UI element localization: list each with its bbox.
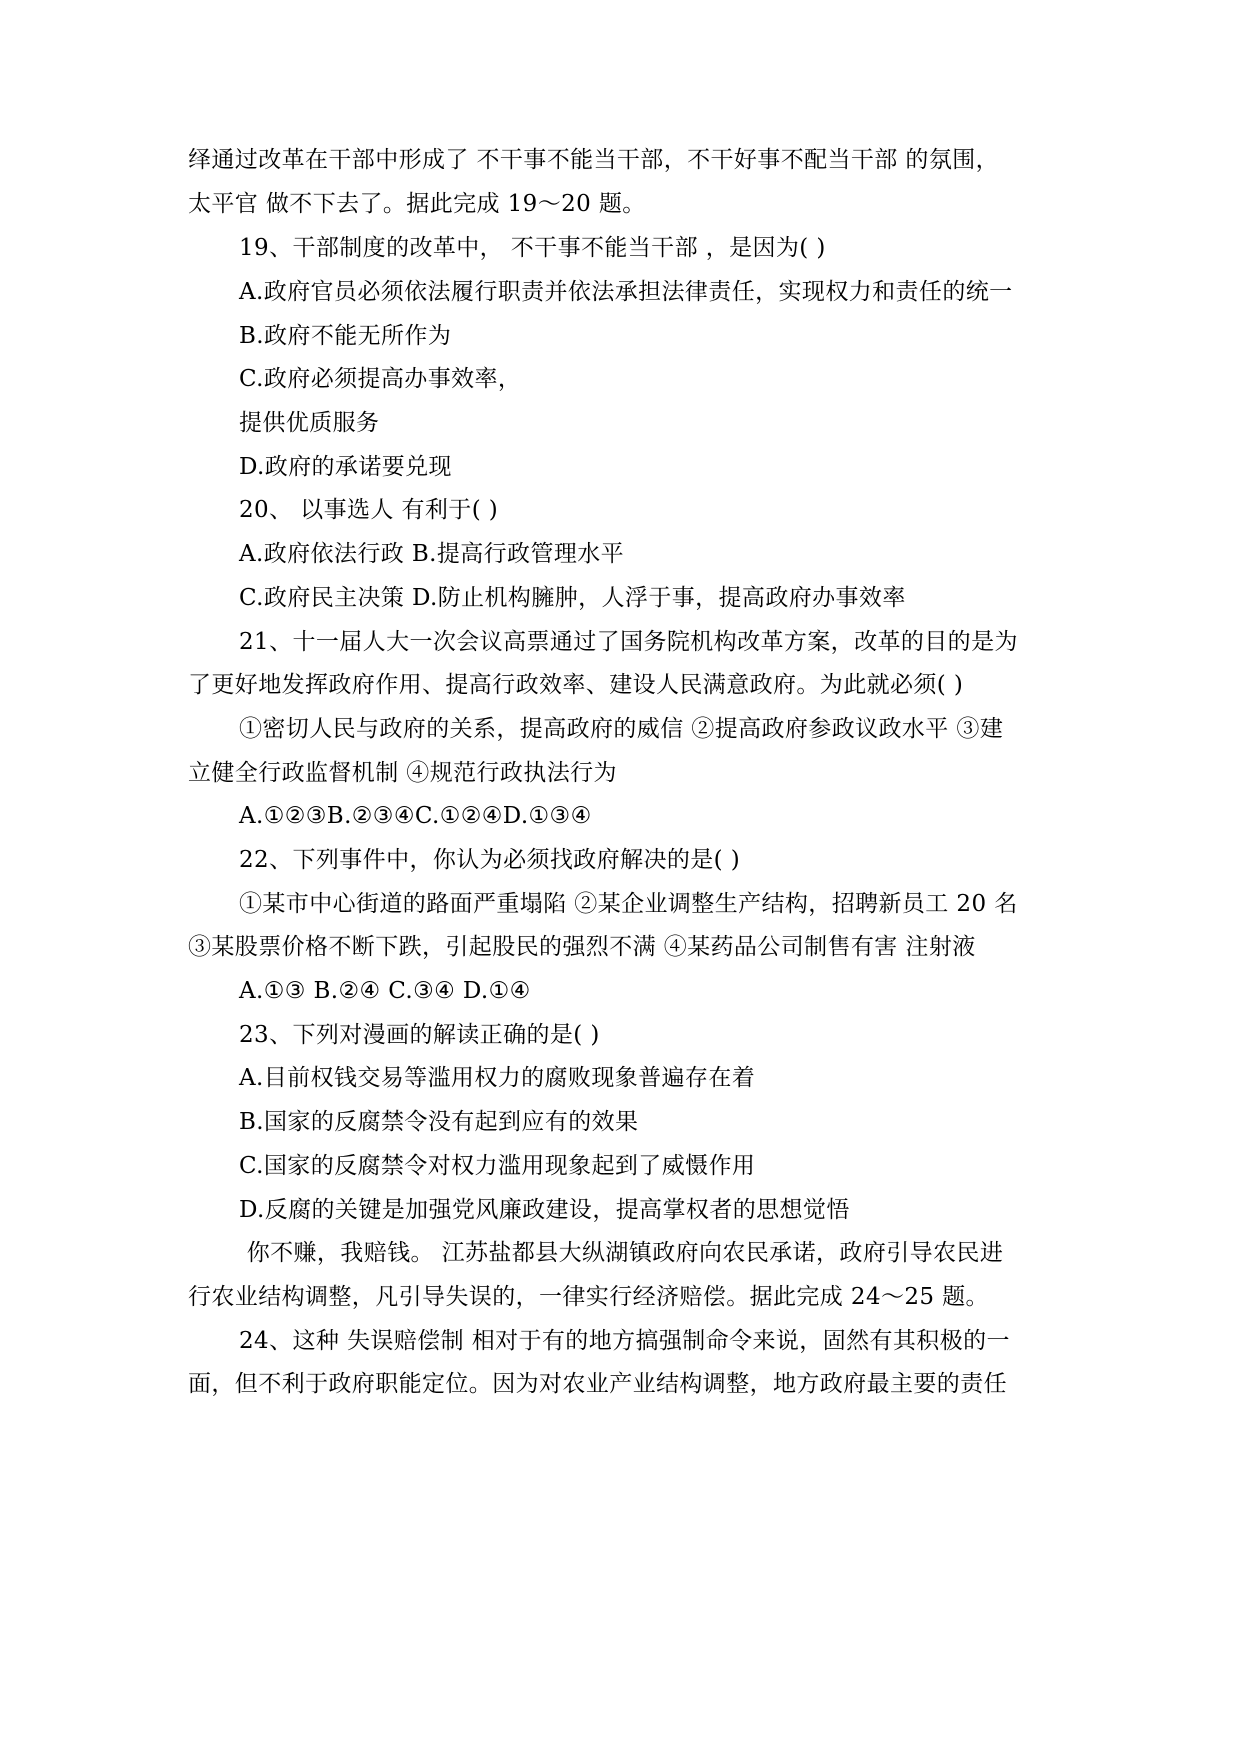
option-b: B.政府不能无所作为: [239, 323, 452, 349]
statements: ①密切人民与政府的关系，提高政府的威信 ②提高政府参政议政水平 ③建: [239, 716, 1004, 742]
text-line: ③某股票价格不断下跌，引起股民的强烈不满 ④某药品公司制售有害 注射液: [188, 934, 976, 960]
question-23: 23、下列对漫画的解读正确的是( ): [239, 1022, 600, 1048]
question-21: 21、十一届人大一次会议高票通过了国务院机构改革方案，改革的目的是为: [239, 629, 1018, 655]
question-19: 19、干部制度的改革中， 不干事不能当干部 ，是因为( ): [239, 235, 826, 261]
options-line: A.①②③B.②③④C.①②④D.①③④: [239, 803, 592, 829]
option-b: B.国家的反腐禁令没有起到应有的效果: [239, 1109, 639, 1135]
option-a: A.目前权钱交易等滥用权力的腐败现象普遍存在着: [239, 1065, 756, 1091]
material-paragraph: 你不赚，我赔钱。 江苏盐都县大纵湖镇政府向农民承诺，政府引导农民进: [239, 1240, 1004, 1266]
text-line: 太平官 做不下去了。据此完成 19～20 题。: [188, 191, 646, 217]
option-d: D.政府的承诺要兑现: [239, 454, 452, 480]
options-ab: A.政府依法行政 B.提高行政管理水平: [239, 541, 625, 567]
text-line: 了更好地发挥政府作用、提高行政效率、建设人民满意政府。为此就必须( ): [188, 672, 964, 698]
question-24: 24、这种 失误赔偿制 相对于有的地方搞强制命令来说，固然有其积极的一: [239, 1328, 1010, 1354]
option-a: A.政府官员必须依法履行职责并依法承担法律责任，实现权力和责任的统一: [239, 279, 1013, 305]
option-d: D.反腐的关键是加强党风廉政建设，提高掌权者的思想觉悟: [239, 1197, 850, 1223]
option-c: C.政府必须提高办事效率，: [239, 366, 522, 392]
option-c-continued: 提供优质服务: [239, 410, 380, 436]
options-line: A.①③ B.②④ C.③④ D.①④: [239, 978, 531, 1004]
text-line: 绎通过改革在干部中形成了 不干事不能当干部，不干好事不配当干部 的氛围，: [188, 147, 1000, 173]
options-cd: C.政府民主决策 D.防止机构臃肿，人浮于事，提高政府办事效率: [239, 585, 906, 611]
statements: ①某市中心街道的路面严重塌陷 ②某企业调整生产结构，招聘新员工 20 名: [239, 891, 1018, 917]
question-22: 22、下列事件中，你认为必须找政府解决的是( ): [239, 847, 741, 873]
text-line: 立健全行政监督机制 ④规范行政执法行为: [188, 760, 617, 786]
text-line: 行农业结构调整，凡引导失误的，一律实行经济赔偿。据此完成 24～25 题。: [188, 1284, 989, 1310]
option-c: C.国家的反腐禁令对权力滥用现象起到了威慑作用: [239, 1153, 756, 1179]
question-20: 20、 以事选人 有利于( ): [239, 497, 499, 523]
text-line: 面，但不利于政府职能定位。因为对农业产业结构调整，地方政府最主要的责任: [188, 1371, 1007, 1397]
